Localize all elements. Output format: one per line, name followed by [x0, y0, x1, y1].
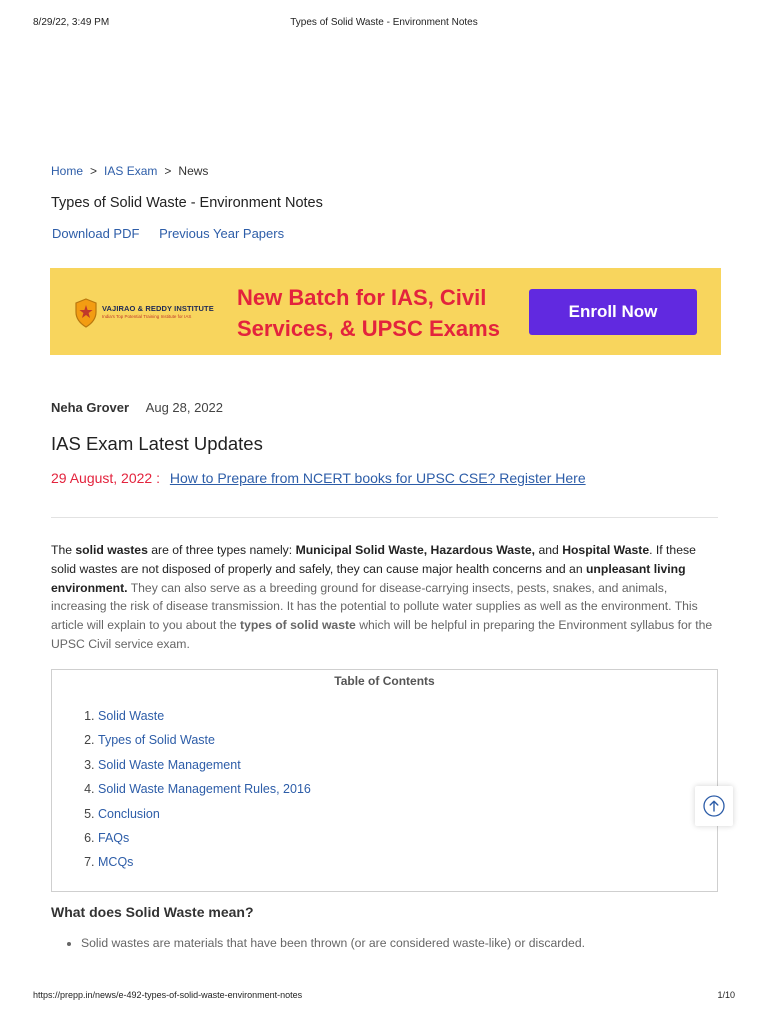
download-pdf-link[interactable]: Download PDF [52, 226, 140, 241]
toc-item [98, 802, 311, 826]
intro-text: The [51, 543, 76, 557]
breadcrumb-current-news: News [178, 164, 209, 178]
intro-bold: unpleasant living environment. [51, 561, 686, 595]
shield-emblem-icon [74, 298, 98, 328]
intro-bold: Municipal Solid Waste, Hazardous Waste, [295, 543, 536, 557]
intro-muted-text: They can also serve as a breeding ground for disease-carrying insects, pests, snakes, and animals, increasing the risk of disease transmission. It has the potential to pollute water supplies as well as the environment. This article will explain to you about the [51, 580, 698, 633]
arrow-up-circle-icon [703, 795, 725, 817]
toc-link-types-of-solid-waste[interactable]: Types of Solid Waste [98, 733, 215, 748]
breadcrumb-home-link[interactable]: Home [51, 164, 84, 178]
intro-muted-text: which will be helpful in preparing the Environment syllabus for the UPSC Civil service exam. [51, 618, 713, 651]
breadcrumb-ias-exam-link[interactable]: IAS Exam [104, 164, 158, 178]
print-datetime: 8/29/22, 3:49 PM [33, 17, 110, 28]
toc-link-solid-waste-management[interactable]: Solid Waste Management [98, 757, 241, 772]
promo-banner[interactable] [50, 268, 721, 355]
latest-updates-heading: IAS Exam Latest Updates [51, 433, 263, 454]
intro-paragraph [51, 541, 719, 654]
toc-item [98, 728, 311, 752]
print-footer [33, 990, 735, 1004]
page-number: 1/10 [717, 990, 735, 1000]
update-link[interactable]: How to Prepare from NCERT books for UPSC CSE? Register Here [169, 470, 586, 486]
toc-list [52, 704, 311, 875]
breadcrumb-separator: > [90, 164, 98, 178]
breadcrumb-separator: > [164, 164, 172, 178]
scroll-to-top-button[interactable] [695, 786, 733, 826]
toc-item [98, 753, 311, 777]
intro-text: and [535, 543, 563, 557]
enroll-now-button[interactable]: Enroll Now [529, 289, 697, 335]
toc-link-conclusion[interactable]: Conclusion [98, 806, 160, 821]
toc-link-management-rules-2016[interactable]: Solid Waste Management Rules, 2016 [98, 782, 311, 797]
section-divider [51, 517, 718, 518]
institute-name: VAJIRAO & REDDY INSTITUTE [102, 304, 214, 313]
print-doc-title: Types of Solid Waste - Environment Notes [290, 17, 478, 28]
publish-date: Aug 28, 2022 [145, 400, 224, 415]
intro-bold: solid wastes [75, 543, 148, 557]
toc-item [98, 704, 311, 728]
intro-bold: types of solid waste [240, 618, 356, 633]
quick-links [52, 226, 300, 241]
page-title: Types of Solid Waste - Environment Notes [51, 195, 323, 211]
author-name: Neha Grover [51, 400, 130, 415]
table-of-contents [51, 669, 718, 892]
toc-title: Table of Contents [334, 674, 435, 688]
latest-update-item [51, 470, 586, 486]
print-header [33, 17, 735, 31]
list-item: • Solid wastes are materials that have been thrown (or are considered waste-like) or discarded. [81, 936, 721, 950]
breadcrumb [51, 164, 208, 178]
article-meta [51, 400, 223, 415]
banner-headline: New Batch for IAS, Civil Services, & UPSC Exams [237, 285, 500, 341]
toc-link-mcqs[interactable]: MCQs [98, 855, 134, 870]
print-url: https://prepp.in/news/e-492-types-of-solid-waste-environment-notes [33, 990, 303, 1000]
intro-text: . If these solid wastes are not disposed of properly and safely, they can cause major health concerns and an [51, 543, 696, 576]
definition-list [51, 936, 721, 950]
update-date: 29 August, 2022 : [51, 470, 160, 486]
intro-text: are of three types namely: [147, 543, 296, 557]
institute-tagline: India's Top Potential Training Institute for IAS [102, 314, 192, 319]
institute-logo [74, 298, 219, 328]
previous-year-papers-link[interactable]: Previous Year Papers [159, 226, 285, 241]
toc-link-faqs[interactable]: FAQs [98, 831, 130, 846]
section-heading: What does Solid Waste mean? [51, 904, 254, 920]
toc-link-solid-waste[interactable]: Solid Waste [98, 709, 165, 723]
toc-item [98, 777, 311, 801]
intro-bold: Hospital Waste [562, 543, 650, 557]
toc-item [98, 826, 311, 850]
toc-item [98, 850, 311, 874]
